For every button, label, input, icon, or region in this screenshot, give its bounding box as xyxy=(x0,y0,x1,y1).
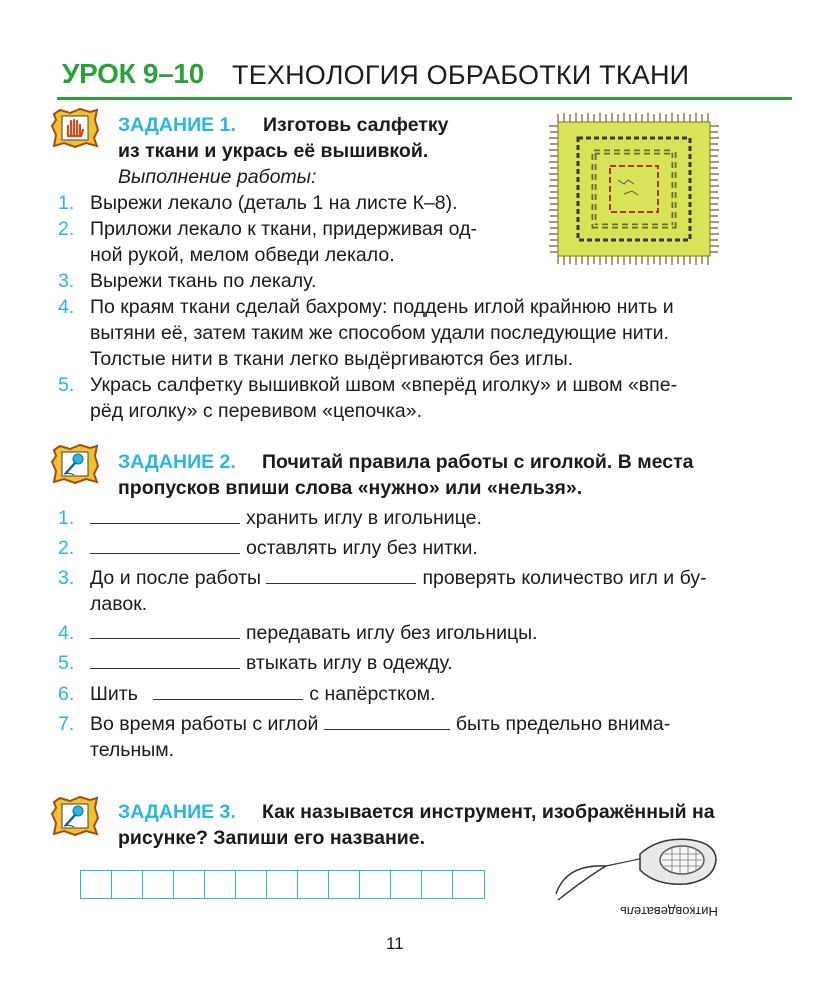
answer-blank-2[interactable] xyxy=(90,539,240,554)
step-4-text-2: вытяни её, затем таким же способом удали последующие нити. xyxy=(90,322,669,344)
step-5-text-1: Укрась салфетку вышивкой швом «вперёд иголку» и швом «впе- xyxy=(90,374,678,396)
rule-7 xyxy=(90,711,670,737)
page-number: 11 xyxy=(386,934,404,953)
step-2-number: 2. xyxy=(58,218,75,240)
task3-title-1: Как называется инструмент, изображённый на xyxy=(262,801,715,823)
step-4-number: 4. xyxy=(58,296,75,318)
needle-threader-illustration xyxy=(552,834,722,904)
hand-icon xyxy=(50,108,100,148)
rule-3 xyxy=(90,565,707,591)
rule-3-text-2: лавок. xyxy=(90,593,148,615)
letter-cell[interactable] xyxy=(360,871,391,898)
rule-5 xyxy=(90,650,453,676)
task2-title-1: Почитай правила работы с иголкой. В места xyxy=(262,451,694,473)
letter-cell[interactable] xyxy=(112,871,143,898)
rule-6 xyxy=(90,681,435,707)
step-3-text: Вырежи ткань по лекалу. xyxy=(90,270,317,292)
rule-6-number: 6. xyxy=(58,683,75,705)
answer-blank-7[interactable] xyxy=(324,715,450,730)
rule-2-number: 2. xyxy=(58,537,75,559)
task1-label: ЗАДАНИЕ 1. xyxy=(118,114,236,136)
rule-3-before: До и после работы xyxy=(90,567,262,589)
answer-blank-1[interactable] xyxy=(90,509,240,524)
task3-title-2: рисунке? Запиши его название. xyxy=(118,827,425,849)
rule-1-text: хранить иглу в игольнице. xyxy=(246,507,482,529)
letter-cell[interactable] xyxy=(143,871,174,898)
lesson-title: ТЕХНОЛОГИЯ ОБРАБОТКИ ТКАНИ xyxy=(232,60,690,90)
letter-cell[interactable] xyxy=(205,871,236,898)
rule-5-text: втыкать иглу в одежду. xyxy=(246,652,453,674)
letter-cell[interactable] xyxy=(391,871,422,898)
task1-title-2: из ткани и укрась её вышивкой. xyxy=(118,140,429,162)
rule-3-number: 3. xyxy=(58,567,75,589)
step-5-number: 5. xyxy=(58,374,75,396)
letter-cell[interactable] xyxy=(267,871,298,898)
rule-3-text: проверять количество игл и бу- xyxy=(422,567,707,589)
rule-1 xyxy=(90,505,482,531)
napkin-illustration xyxy=(548,110,720,268)
task2-title-2: пропусков впиши слова «нужно» или «нельзя». xyxy=(118,477,583,499)
rule-7-number: 7. xyxy=(58,713,75,735)
pen-icon xyxy=(50,444,100,484)
step-3-number: 3. xyxy=(58,270,75,292)
rule-7-text: быть предельно внима- xyxy=(455,713,671,735)
tool-caption: Нитковдеватель xyxy=(620,904,718,919)
answer-blank-5[interactable] xyxy=(90,654,240,669)
answer-blank-6[interactable] xyxy=(153,685,303,700)
letter-cell[interactable] xyxy=(453,871,484,898)
rule-2 xyxy=(90,535,478,561)
rule-4-text: передавать иглу без игольницы. xyxy=(246,622,538,644)
pen-icon xyxy=(50,796,100,836)
rule-2-text: оставлять иглу без нитки. xyxy=(246,537,478,559)
step-2-text-1: Приложи лекало к ткани, придерживая од- xyxy=(90,218,477,240)
letter-cell[interactable] xyxy=(422,871,453,898)
step-4-text-3: Толстые нити в ткани легко выдёргиваются без иглы. xyxy=(90,348,574,370)
lesson-number: УРОК 9–10 xyxy=(62,58,204,89)
task3-label: ЗАДАНИЕ 3. xyxy=(118,801,236,823)
rule-4-number: 4. xyxy=(58,622,75,644)
answer-blank-3[interactable] xyxy=(266,569,416,584)
rule-7-text-2: тельным. xyxy=(90,739,175,761)
step-1-text: Вырежи лекало (деталь 1 на листе К–8). xyxy=(90,192,458,214)
task2-label: ЗАДАНИЕ 2. xyxy=(118,451,236,473)
header-rule xyxy=(57,97,792,100)
task1-title-1: Изготовь салфетку xyxy=(263,114,449,136)
letter-cell[interactable] xyxy=(236,871,267,898)
rule-6-before: Шить xyxy=(90,683,138,705)
rule-5-number: 5. xyxy=(58,652,75,674)
step-5-text-2: рёд иголку» с перевивом «цепочка». xyxy=(90,400,423,422)
letter-cell[interactable] xyxy=(81,871,112,898)
letter-cell[interactable] xyxy=(298,871,329,898)
letter-cell[interactable] xyxy=(174,871,205,898)
answer-blank-4[interactable] xyxy=(90,624,240,639)
letter-cell[interactable] xyxy=(329,871,360,898)
step-4-text-1: По краям ткани сделай бахрому: поддень иглой крайнюю нить и xyxy=(90,296,674,318)
step-1-number: 1. xyxy=(58,192,75,214)
rule-4 xyxy=(90,620,538,646)
task1-subtitle: Выполнение работы: xyxy=(118,166,317,188)
rule-1-number: 1. xyxy=(58,507,75,529)
rule-6-text: с напёрстком. xyxy=(309,683,436,705)
step-2-text-2: ной рукой, мелом обведи лекало. xyxy=(90,244,395,266)
answer-letter-grid[interactable] xyxy=(80,870,485,899)
rule-7-before: Во время работы с иглой xyxy=(90,713,319,735)
